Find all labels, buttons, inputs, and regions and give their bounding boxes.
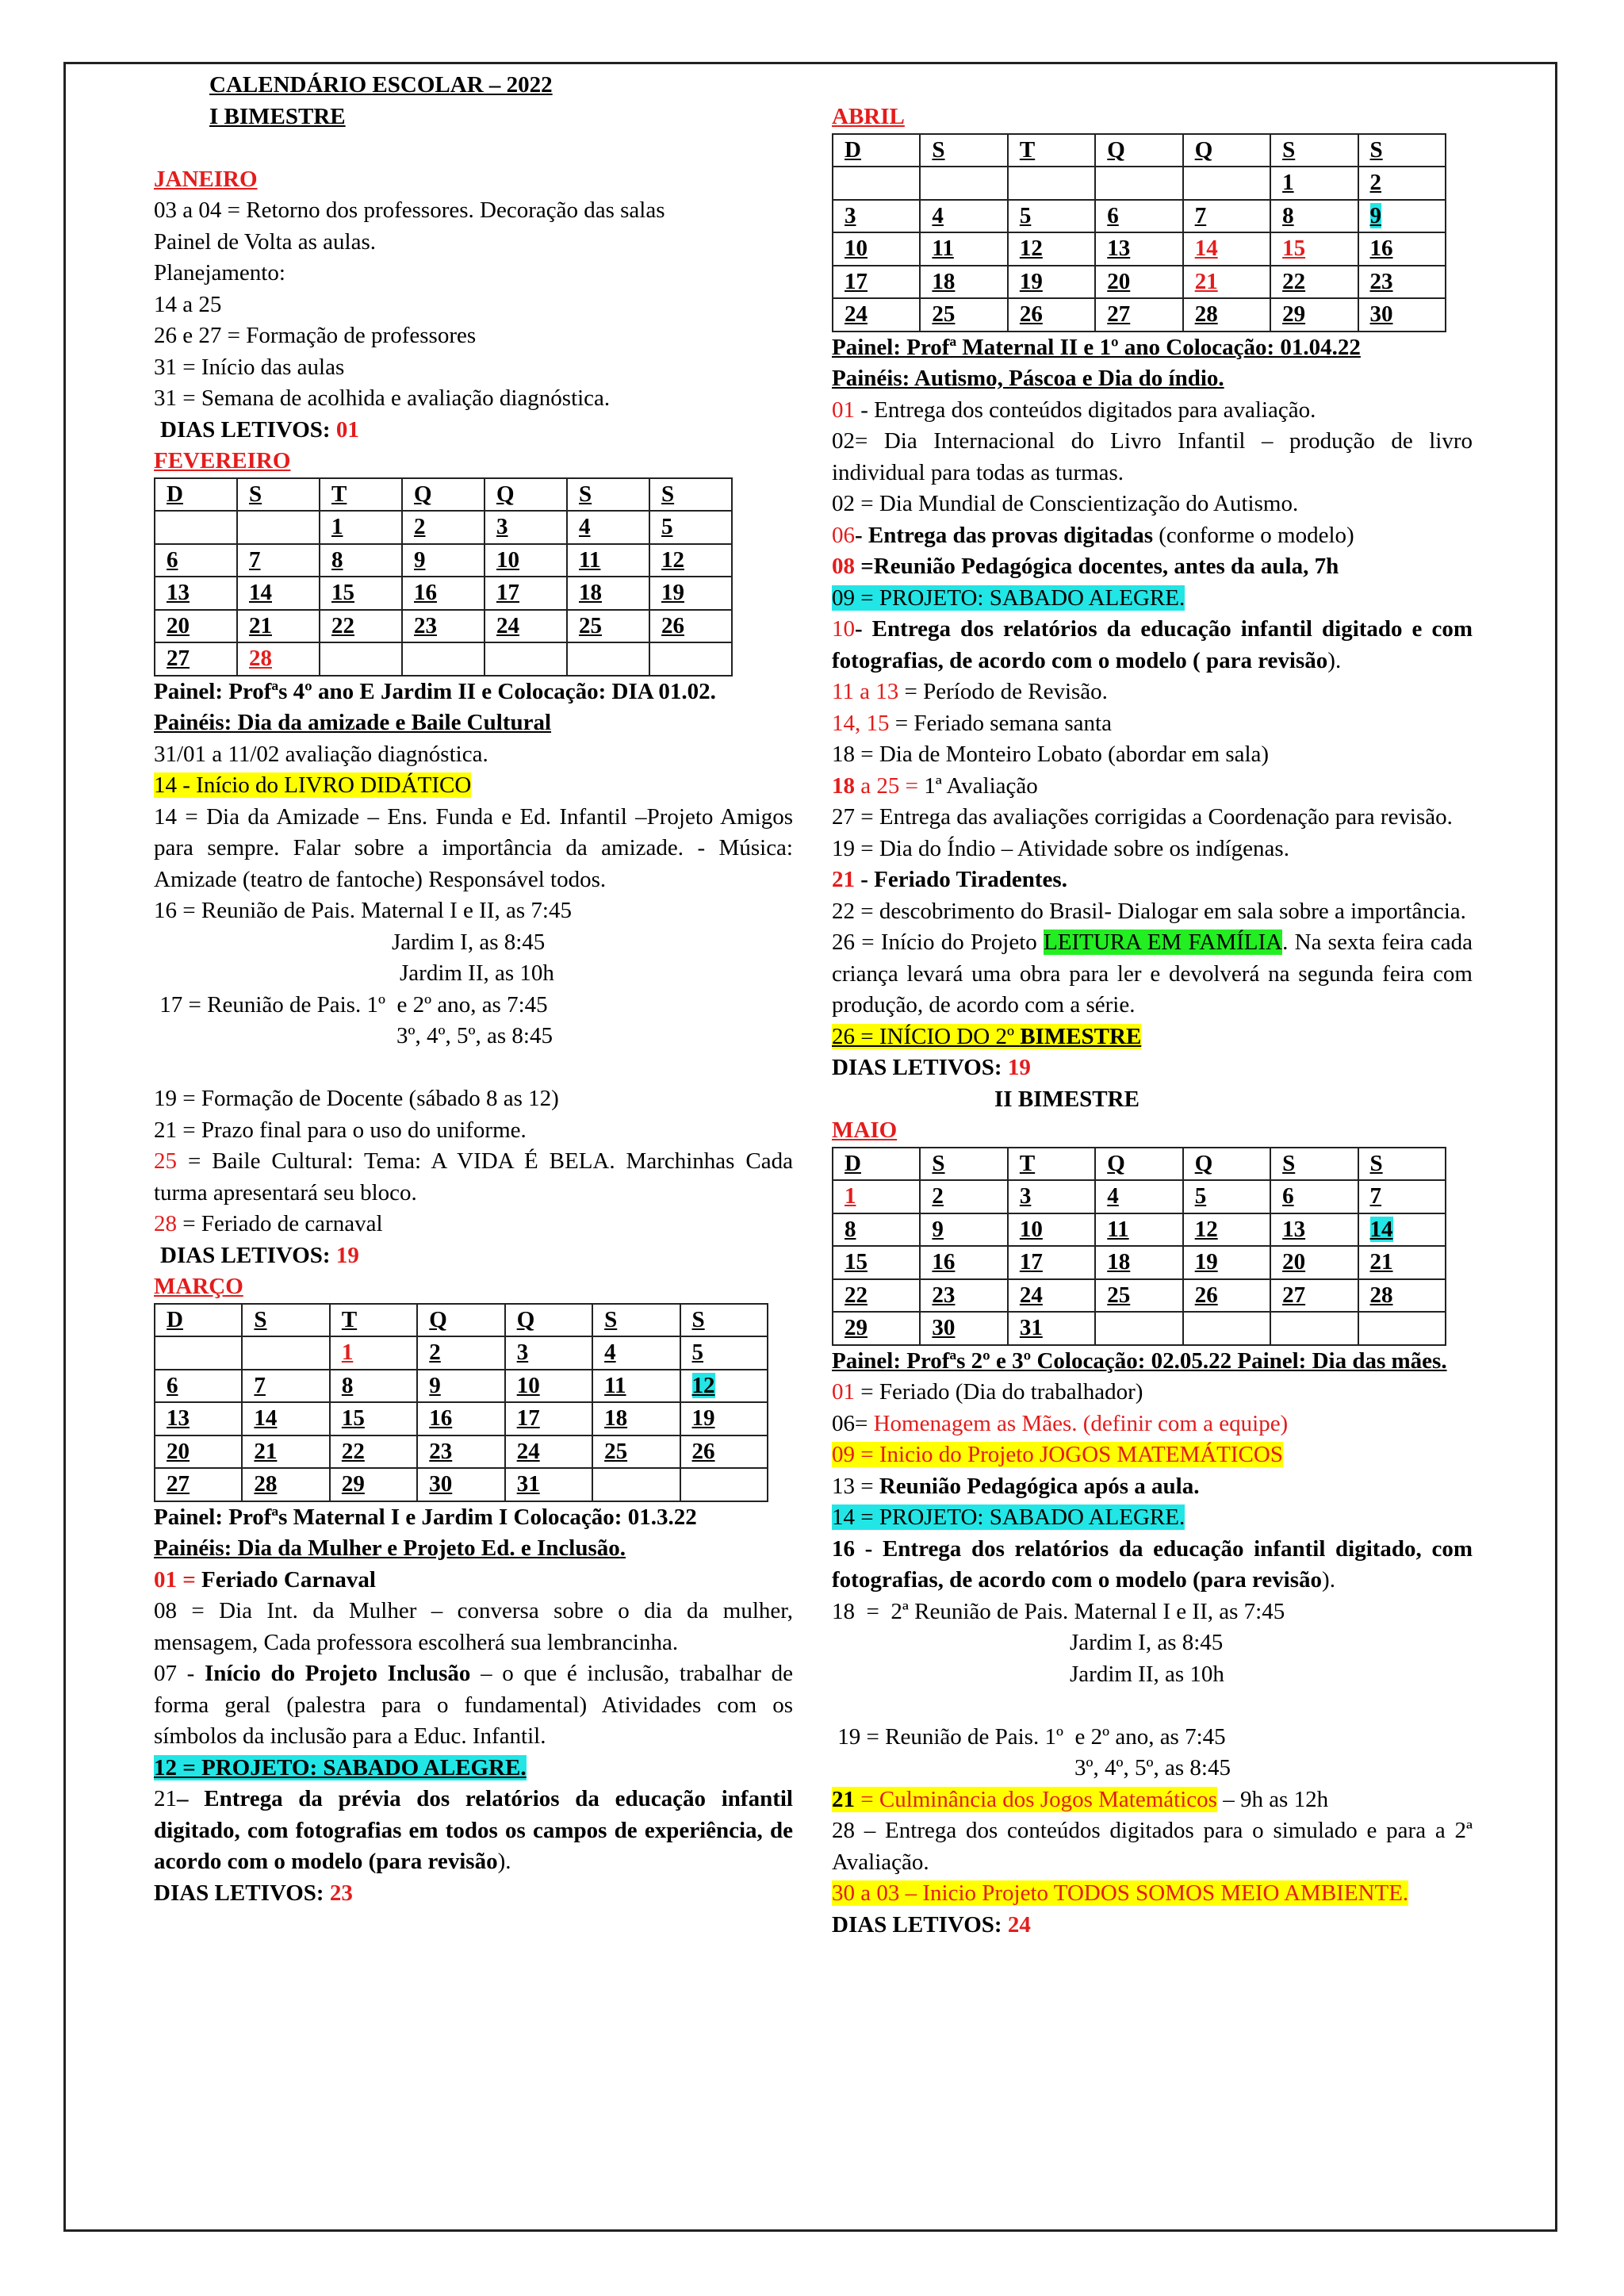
calendar-day: 28 [1358,1279,1446,1313]
calendar-day [1095,167,1182,200]
janeiro-line: 03 a 04 = Retorno dos professores. Decoração das salas [154,197,665,223]
calendar-week-row [155,1468,768,1501]
calendar-day: 26 [1008,298,1095,332]
weekday-header: Q [485,478,567,512]
calendar-day: 14 [237,577,320,610]
abril-line: 19 = Dia do Índio – Atividade sobre os indígenas. [832,835,1289,861]
marco-line: 12 = PROJETO: SABADO ALEGRE. [154,1754,527,1780]
fevereiro-line: Jardim II, as 10h [400,960,554,986]
abril-bimestre-inicio: 26 = INÍCIO DO 2º BIMESTRE [832,1023,1142,1049]
janeiro-line: 31 = Início das aulas [154,354,345,380]
calendar-day [649,642,732,676]
calendar-day: 22 [1270,266,1358,299]
calendar-day: 15 [833,1246,920,1279]
right-column [832,102,1473,1941]
calendar-maio [832,1147,1446,1346]
calendar-day: 6 [155,1370,242,1403]
document-title: CALENDÁRIO ESCOLAR – 2022 [209,72,553,98]
calendar-day: 2 [1358,167,1446,200]
janeiro-line: Planejamento: [154,260,285,286]
calendar-day [1183,1312,1270,1345]
calendar-day [592,1468,680,1501]
calendar-day: 19 [649,577,732,610]
abril-line: 21 - Feriado Tiradentes. [832,867,1067,892]
calendar-day: 2 [920,1180,1007,1213]
calendar-day: 12 [680,1370,768,1403]
calendar-day: 25 [920,298,1007,332]
calendar-week-row [155,544,732,577]
calendar-day: 14 [242,1402,329,1435]
fevereiro-line: 14 = Dia da Amizade – Ens. Funda e Ed. Infantil –Projeto Amigos para sempre. Falar sobre a importância da amizade. - Música: Amizade (teatro de fantoche) Responsável todos. [154,803,793,892]
calendar-day: 15 [1270,232,1358,266]
calendar-day: 28 [242,1468,329,1501]
fevereiro-line: 16 = Reunião de Pais. Maternal I e II, as 7:45 [154,898,572,923]
maio-line: 01 = Feriado (Dia do trabalhador) [832,1379,1143,1405]
fevereiro-dias-letivos: DIAS LETIVOS: 19 [160,1242,359,1268]
calendar-day: 18 [1095,1246,1182,1279]
abril-painel: Painel: Profª Maternal II e 1º ano Colocação: 01.04.22 [832,334,1361,360]
weekday-header: S [1358,1148,1446,1181]
maio-line: 19 = Reunião de Pais. 1º e 2º ano, as 7:45 [832,1723,1226,1750]
calendar-day: 9 [920,1213,1007,1247]
maio-line: 30 a 03 – Inicio Projeto TODOS SOMOS MEIO AMBIENTE. [832,1880,1409,1906]
fevereiro-line: 21 = Prazo final para o uso do uniforme. [154,1117,527,1143]
calendar-day [1358,1312,1446,1345]
calendar-day: 30 [417,1468,504,1501]
maio-line: Jardim II, as 10h [1070,1661,1224,1687]
calendar-day [920,167,1007,200]
fevereiro-line: 28 = Feriado de carnaval [154,1211,383,1236]
calendar-day: 19 [680,1402,768,1435]
calendar-day: 1 [1270,167,1358,200]
calendar-day: 4 [920,200,1007,233]
calendar-day [680,1468,768,1501]
calendar-day: 14 [1358,1213,1446,1247]
maio-line: 16 - Entrega dos relatórios da educação infantil digitado, com fotografias, de acordo com o modelo (para revisão). [832,1535,1473,1593]
maio-line: 28 – Entrega dos conteúdos digitados para o simulado e para a 2ª Avaliação. [832,1818,1473,1875]
calendar-day: 28 [237,642,320,676]
calendar-day: 7 [242,1370,329,1403]
calendar-day: 3 [485,511,567,544]
weekday-header: S [920,1148,1007,1181]
abril-line: 02 = Dia Mundial de Conscientização do Autismo. [832,491,1299,516]
calendar-day: 13 [155,577,237,610]
calendar-day: 1 [320,511,402,544]
weekday-header: Q [1183,1148,1270,1181]
calendar-day [1095,1312,1182,1345]
calendar-day: 16 [1358,232,1446,266]
maio-dias-letivos: DIAS LETIVOS: 24 [832,1911,1031,1938]
calendar-day: 2 [402,511,485,544]
calendar-day: 21 [242,1435,329,1469]
calendar-header-row [833,134,1446,167]
calendar-day: 10 [1008,1213,1095,1247]
calendar-week-row [155,1402,768,1435]
calendar-day [833,167,920,200]
month-abril: ABRIL [832,104,905,129]
fevereiro-line: Jardim I, as 8:45 [392,929,546,955]
calendar-week-row [155,1435,768,1469]
calendar-day: 6 [1270,1180,1358,1213]
calendar-day: 11 [592,1370,680,1403]
calendar-week-row [155,1336,768,1370]
calendar-day: 23 [402,610,485,643]
calendar-day: 26 [1183,1279,1270,1313]
calendar-day: 22 [330,1435,417,1469]
fevereiro-painel: Painel: Profªs 4º ano E Jardim II e Colocação: DIA 01.02. [154,678,716,704]
weekday-header: T [1008,1148,1095,1181]
abril-dias-letivos: DIAS LETIVOS: 19 [832,1055,1031,1080]
calendar-day: 18 [567,577,649,610]
abril-line: 01 - Entrega dos conteúdos digitados para avaliação. [832,397,1316,423]
calendar-day: 13 [1095,232,1182,266]
calendar-header-row [155,1304,768,1337]
calendar-day: 3 [1008,1180,1095,1213]
month-maio: MAIO [832,1117,898,1143]
calendar-abril [832,133,1446,332]
abril-line: 11 a 13 = Período de Revisão. [832,679,1108,704]
calendar-day: 3 [505,1336,592,1370]
abril-line: 22 = descobrimento do Brasil- Dialogar em sala sobre a importância. [832,898,1466,924]
calendar-day: 4 [592,1336,680,1370]
calendar-day: 11 [920,232,1007,266]
calendar-day: 26 [649,610,732,643]
calendar-fevereiro [154,477,733,677]
calendar-day: 3 [833,200,920,233]
fevereiro-line: 25 = Baile Cultural: Tema: A VIDA É BELA. Marchinhas Cada turma apresentará seu bloco. [154,1148,793,1205]
weekday-header: S [592,1304,680,1337]
calendar-day: 16 [920,1246,1007,1279]
calendar-day: 30 [1358,298,1446,332]
calendar-week-row [155,642,732,676]
calendar-week-row [833,1246,1446,1279]
calendar-day: 31 [505,1468,592,1501]
maio-line: 14 = PROJETO: SABADO ALEGRE. [832,1504,1185,1530]
left-column [154,70,793,1909]
abril-line: 09 = PROJETO: SABADO ALEGRE. [832,585,1185,611]
fevereiro-line: 14 - Início do LIVRO DIDÁTICO [154,772,472,798]
abril-line: 27 = Entrega das avaliações corrigidas a Coordenação para revisão. [832,804,1453,830]
weekday-header: D [155,1304,242,1337]
calendar-day: 24 [505,1435,592,1469]
weekday-header: S [680,1304,768,1337]
calendar-week-row [833,167,1446,200]
weekday-header: S [920,134,1007,167]
calendar-day: 8 [320,544,402,577]
weekday-header: S [1270,1148,1358,1181]
calendar-day: 1 [833,1180,920,1213]
month-fevereiro: FEVEREIRO [154,448,291,473]
weekday-header: S [237,478,320,512]
calendar-day: 24 [1008,1279,1095,1313]
calendar-week-row [155,577,732,610]
calendar-day: 16 [402,577,485,610]
month-marco: MARÇO [154,1274,243,1299]
calendar-day: 17 [485,577,567,610]
calendar-day: 10 [505,1370,592,1403]
maio-line: 06= Homenagem as Mães. (definir com a equipe) [832,1410,1289,1436]
calendar-day: 24 [485,610,567,643]
weekday-header: Q [505,1304,592,1337]
fevereiro-line: 3º, 4º, 5º, as 8:45 [396,1023,553,1048]
abril-line: 26 = Início do Projeto LEITURA EM FAMÍLIA. Na sexta feira cada criança levará uma obra para ler e devolverá na segunda feira com produção, de acordo com a série. [832,930,1473,1018]
calendar-day: 18 [592,1402,680,1435]
calendar-week-row [155,511,732,544]
calendar-week-row [833,232,1446,266]
maio-line: 09 = Inicio do Projeto JOGOS MATEMÁTICOS [832,1442,1283,1467]
weekday-header: Q [1095,1148,1182,1181]
calendar-day [1270,1312,1358,1345]
calendar-day: 6 [155,544,237,577]
maio-line: 3º, 4º, 5º, as 8:45 [1074,1755,1231,1780]
calendar-day: 13 [155,1402,242,1435]
calendar-day: 27 [155,642,237,676]
month-janeiro: JANEIRO [154,166,258,192]
calendar-day: 26 [680,1435,768,1469]
abril-line: 06- Entrega das provas digitadas (conforme o modelo) [832,522,1354,548]
maio-line: 18 = 2ª Reunião de Pais. Maternal I e II, as 7:45 [832,1598,1285,1624]
calendar-day: 6 [1095,200,1182,233]
marco-painel: Painel: Profªs Maternal I e Jardim I Colocação: 01.3.22 [154,1504,697,1530]
calendar-day: 9 [1358,200,1446,233]
marco-dias-letivos: DIAS LETIVOS: 23 [154,1880,353,1906]
calendar-day: 7 [1358,1180,1446,1213]
calendar-day [320,642,402,676]
calendar-day: 30 [920,1312,1007,1345]
calendar-day: 25 [567,610,649,643]
calendar-day: 19 [1183,1246,1270,1279]
maio-line: Jardim I, as 8:45 [1070,1630,1224,1655]
abril-paineis: Painéis: Autismo, Páscoa e Dia do índio. [832,366,1224,391]
calendar-day: 21 [1183,266,1270,299]
calendar-day [485,642,567,676]
weekday-header: S [567,478,649,512]
calendar-day: 20 [155,610,237,643]
fevereiro-paineis: Painéis: Dia da amizade e Baile Cultural [154,710,552,735]
calendar-day: 12 [1183,1213,1270,1247]
calendar-day: 15 [320,577,402,610]
janeiro-line: 14 a 25 [154,291,222,317]
calendar-day: 12 [649,544,732,577]
calendar-day: 29 [330,1468,417,1501]
calendar-week-row [833,1213,1446,1247]
weekday-header: Q [402,478,485,512]
calendar-day [1008,167,1095,200]
calendar-day: 21 [1358,1246,1446,1279]
calendar-day: 7 [237,544,320,577]
calendar-week-row [155,1370,768,1403]
weekday-header: D [833,1148,920,1181]
fevereiro-line: 19 = Formação de Docente (sábado 8 as 12) [154,1086,559,1111]
abril-line: 02= Dia Internacional do Livro Infantil – produção de livro individual para todas as turmas. [832,428,1473,485]
weekday-header: S [242,1304,329,1337]
calendar-day: 27 [155,1468,242,1501]
abril-line: 10- Entrega dos relatórios da educação infantil digitado e com fotografias, de acordo com o modelo ( para revisão). [832,616,1473,673]
calendar-day: 22 [833,1279,920,1313]
calendar-day: 16 [417,1402,504,1435]
calendar-day: 8 [330,1370,417,1403]
calendar-day: 5 [1008,200,1095,233]
fevereiro-line: 31/01 a 11/02 avaliação diagnóstica. [154,741,488,767]
calendar-day [242,1336,329,1370]
calendar-day: 27 [1270,1279,1358,1313]
calendar-day: 25 [1095,1279,1182,1313]
calendar-day: 20 [155,1435,242,1469]
calendar-day: 5 [680,1336,768,1370]
weekday-header: Q [1183,134,1270,167]
calendar-day: 29 [1270,298,1358,332]
calendar-day: 25 [592,1435,680,1469]
calendar-day [1183,167,1270,200]
abril-line: 08 =Reunião Pedagógica docentes, antes da aula, 7h [832,554,1339,579]
janeiro-line: Painel de Volta as aulas. [154,228,377,255]
calendar-day: 17 [1008,1246,1095,1279]
calendar-week-row [833,1180,1446,1213]
calendar-day: 24 [833,298,920,332]
maio-line: 21 = Culminância dos Jogos Matemáticos – 9h as 12h [832,1786,1329,1812]
calendar-day: 9 [402,544,485,577]
calendar-day: 4 [1095,1180,1182,1213]
calendar-day: 8 [1270,200,1358,233]
calendar-week-row [155,610,732,643]
weekday-header: D [833,134,920,167]
weekday-header: Q [1095,134,1182,167]
calendar-day [567,642,649,676]
calendar-day [402,642,485,676]
weekday-header: S [1270,134,1358,167]
calendar-week-row [833,266,1446,299]
calendar-week-row [833,298,1446,332]
calendar-header-row [155,478,732,512]
calendar-day: 1 [330,1336,417,1370]
calendar-day: 23 [1358,266,1446,299]
calendar-day: 5 [1183,1180,1270,1213]
fevereiro-line: 17 = Reunião de Pais. 1º e 2º ano, as 7:45 [154,991,548,1018]
calendar-day: 23 [920,1279,1007,1313]
calendar-day: 11 [567,544,649,577]
calendar-day: 18 [920,266,1007,299]
calendar-week-row [833,200,1446,233]
calendar-day: 28 [1183,298,1270,332]
abril-line: 18 a 25 = 1ª Avaliação [832,772,1038,799]
bimester-2-heading: II BIMESTRE [994,1086,1139,1112]
calendar-day: 31 [1008,1312,1095,1345]
abril-line: 18 = Dia de Monteiro Lobato (abordar em sala) [832,742,1270,767]
calendar-day: 9 [417,1370,504,1403]
weekday-header: Q [417,1304,504,1337]
calendar-day: 4 [567,511,649,544]
calendar-day [155,1336,242,1370]
weekday-header: D [155,478,237,512]
calendar-day: 10 [485,544,567,577]
calendar-day: 15 [330,1402,417,1435]
calendar-day: 23 [417,1435,504,1469]
calendar-day: 21 [237,610,320,643]
calendar-day [237,511,320,544]
calendar-day: 20 [1095,266,1182,299]
marco-paineis: Painéis: Dia da Mulher e Projeto Ed. e Inclusão. [154,1535,626,1561]
calendar-day: 11 [1095,1213,1182,1247]
weekday-header: T [330,1304,417,1337]
calendar-day: 19 [1008,266,1095,299]
abril-line: 14, 15 = Feriado semana santa [832,710,1112,736]
weekday-header: S [649,478,732,512]
calendar-week-row [833,1312,1446,1345]
calendar-day: 27 [1095,298,1182,332]
weekday-header: S [1358,134,1446,167]
calendar-day: 29 [833,1312,920,1345]
bimester-1-heading: I BIMESTRE [209,103,346,129]
marco-line: 21– Entrega da prévia dos relatórios da educação infantil digitado, com fotografias em todos os campos de experiência, de acordo com o modelo (para revisão). [154,1786,793,1874]
maio-line: 13 = Reunião Pedagógica após a aula. [832,1473,1200,1499]
calendar-day: 7 [1183,200,1270,233]
calendar-day: 13 [1270,1213,1358,1247]
calendar-marco [154,1303,768,1502]
calendar-day: 17 [833,266,920,299]
calendar-day: 20 [1270,1246,1358,1279]
weekday-header: T [320,478,402,512]
marco-line: 08 = Dia Int. da Mulher – conversa sobre o dia da mulher, mensagem, Cada professora escolherá sua lembrancinha. [154,1598,793,1655]
calendar-day: 22 [320,610,402,643]
janeiro-line: 26 e 27 = Formação de professores [154,323,477,348]
calendar-day: 17 [505,1402,592,1435]
calendar-day: 14 [1183,232,1270,266]
calendar-week-row [833,1279,1446,1313]
maio-painel: Painel: Profªs 2º e 3º Colocação: 02.05.22 Painel: Dia das mães. [832,1347,1447,1374]
calendar-day: 8 [833,1213,920,1247]
janeiro-dias-letivos: DIAS LETIVOS: 01 [160,416,359,443]
calendar-day: 2 [417,1336,504,1370]
calendar-day: 10 [833,232,920,266]
weekday-header: T [1008,134,1095,167]
calendar-day [155,511,237,544]
marco-line: 01 = Feriado Carnaval [154,1566,376,1593]
janeiro-line: 31 = Semana de acolhida e avaliação diagnóstica. [154,385,611,411]
calendar-day: 5 [649,511,732,544]
calendar-header-row [833,1148,1446,1181]
marco-line: 07 - Início do Projeto Inclusão – o que é inclusão, trabalhar de forma geral (palestra para o fundamental) Atividades com os símbolos da inclusão para a Educ. Infantil. [154,1661,793,1749]
calendar-day: 12 [1008,232,1095,266]
